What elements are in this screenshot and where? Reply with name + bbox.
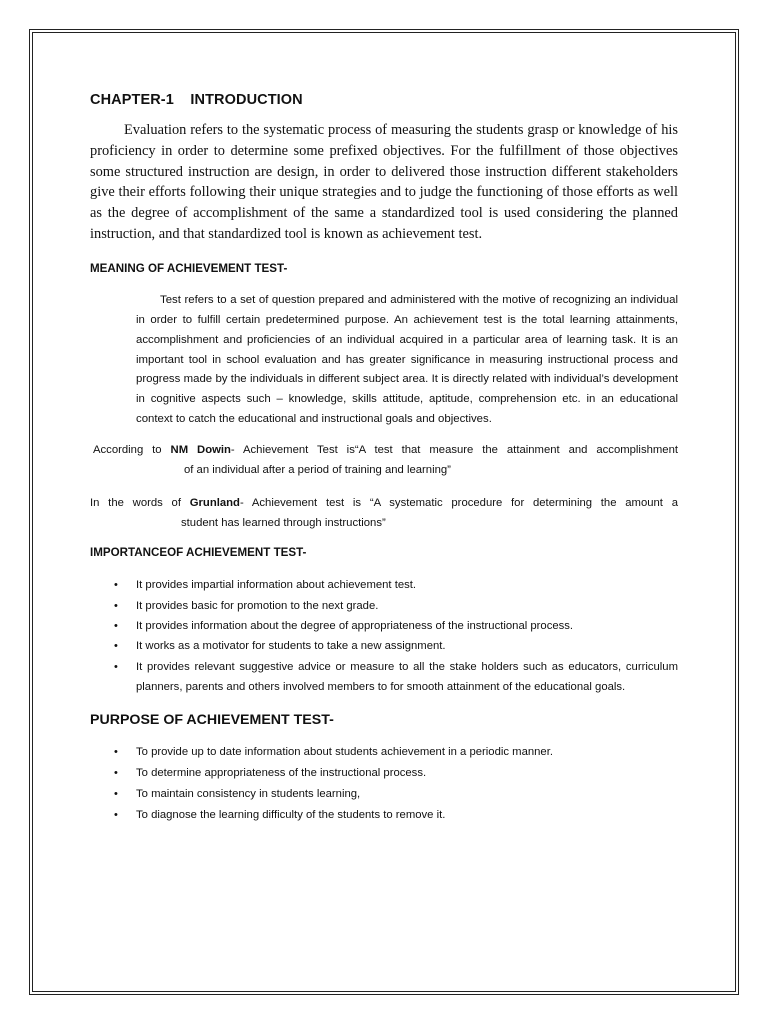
quote-prefix: In the words of xyxy=(90,497,190,510)
quote-grunland xyxy=(90,493,678,533)
list-item xyxy=(90,657,678,698)
quote-lead-line xyxy=(93,440,678,460)
meaning-heading: MEANING OF ACHIEVEMENT TEST- xyxy=(90,261,288,275)
document-content xyxy=(90,92,678,840)
list-item-text: To maintain consistency in students learning, xyxy=(136,787,361,800)
quote-prefix: According to xyxy=(93,444,171,457)
list-item-text: It works as a motivator for students to take a new assignment. xyxy=(136,640,446,653)
importance-list xyxy=(90,575,678,697)
quote-lead-text: - Achievement test is “A systematic procedure for determining the amount a xyxy=(239,497,678,510)
bullet-icon: • xyxy=(114,808,118,821)
list-item xyxy=(90,636,678,656)
quote-continuation: of an individual after a period of training and learning” xyxy=(184,464,451,477)
list-item xyxy=(90,763,678,784)
quote-author: Grunland xyxy=(189,497,240,510)
bullet-icon: • xyxy=(114,745,118,758)
list-item-text: It provides information about the degree of appropriateness of the instructional process. xyxy=(136,619,574,632)
list-item-text: It provides relevant suggestive advice or measure to all the stake holders such as educators, curriculum planners, parents and others involved members to for smooth attainment of the educational goals. xyxy=(136,660,678,694)
bullet-icon: • xyxy=(114,579,118,592)
bullet-icon: • xyxy=(114,787,118,800)
meaning-paragraph: Test refers to a set of question prepared and administered with the motive of recognizing an individual in order to fulfill certain predetermined purpose. An achievement test is the total learning attainments, accomplishment and proficiencies of an individual acquired in a particular area of learning task. It is an important tool in school evaluation and has greater significance in measuring instructional process and progress made by the individuals in different subject area. It is directly related with individual’s development in cognitive aspects such – knowledge, skills attitude, aptitude, comprehension etc. in an educational context to catch the educational and instructional goals and objectives. xyxy=(136,293,678,426)
list-item xyxy=(90,805,678,826)
list-item-text: To determine appropriateness of the instructional process. xyxy=(136,766,427,779)
quote-nm-dowin xyxy=(93,440,678,480)
quote-lead-text: - Achievement Test is“A test that measure the attainment and accomplishment xyxy=(230,444,678,457)
list-item xyxy=(90,575,678,595)
importance-heading: IMPORTANCEOF ACHIEVEMENT TEST- xyxy=(90,546,307,560)
intro-paragraph: Evaluation refers to the systematic process of measuring the students grasp or knowledge of his proficiency in order to determine some prefixed objectives. For the fulfillment of those objectives some structured instruction are design, in order to delivered those instruction different stakeholders give their efforts following their unique strategies and to judge the functioning of those efforts as well as the degree of accomplishment of the same a standardized tool is used considering the planned instruction, and that standardized tool is known as achievement test. xyxy=(90,122,678,242)
purpose-list xyxy=(90,742,678,826)
list-item-text: It provides impartial information about achievement test. xyxy=(136,579,417,592)
purpose-heading: PURPOSE OF ACHIEVEMENT TEST- xyxy=(90,711,334,728)
bullet-icon: • xyxy=(114,660,118,673)
list-item xyxy=(90,784,678,805)
list-item xyxy=(90,616,678,636)
list-item-text: It provides basic for promotion to the next grade. xyxy=(136,599,379,612)
list-item xyxy=(90,596,678,616)
quote-author: NM Dowin xyxy=(170,444,231,457)
bullet-icon: • xyxy=(114,640,118,653)
bullet-icon: • xyxy=(114,766,118,779)
bullet-icon: • xyxy=(114,619,118,632)
chapter-heading: CHAPTER-1 INTRODUCTION xyxy=(90,92,303,108)
bullet-icon: • xyxy=(114,599,118,612)
list-item-text: To provide up to date information about students achievement in a periodic manner. xyxy=(136,745,553,758)
list-item xyxy=(90,742,678,763)
list-item-text: To diagnose the learning difficulty of the students to remove it. xyxy=(136,808,446,821)
quote-lead-line xyxy=(90,493,678,513)
quote-continuation: student has learned through instructions” xyxy=(181,517,386,530)
